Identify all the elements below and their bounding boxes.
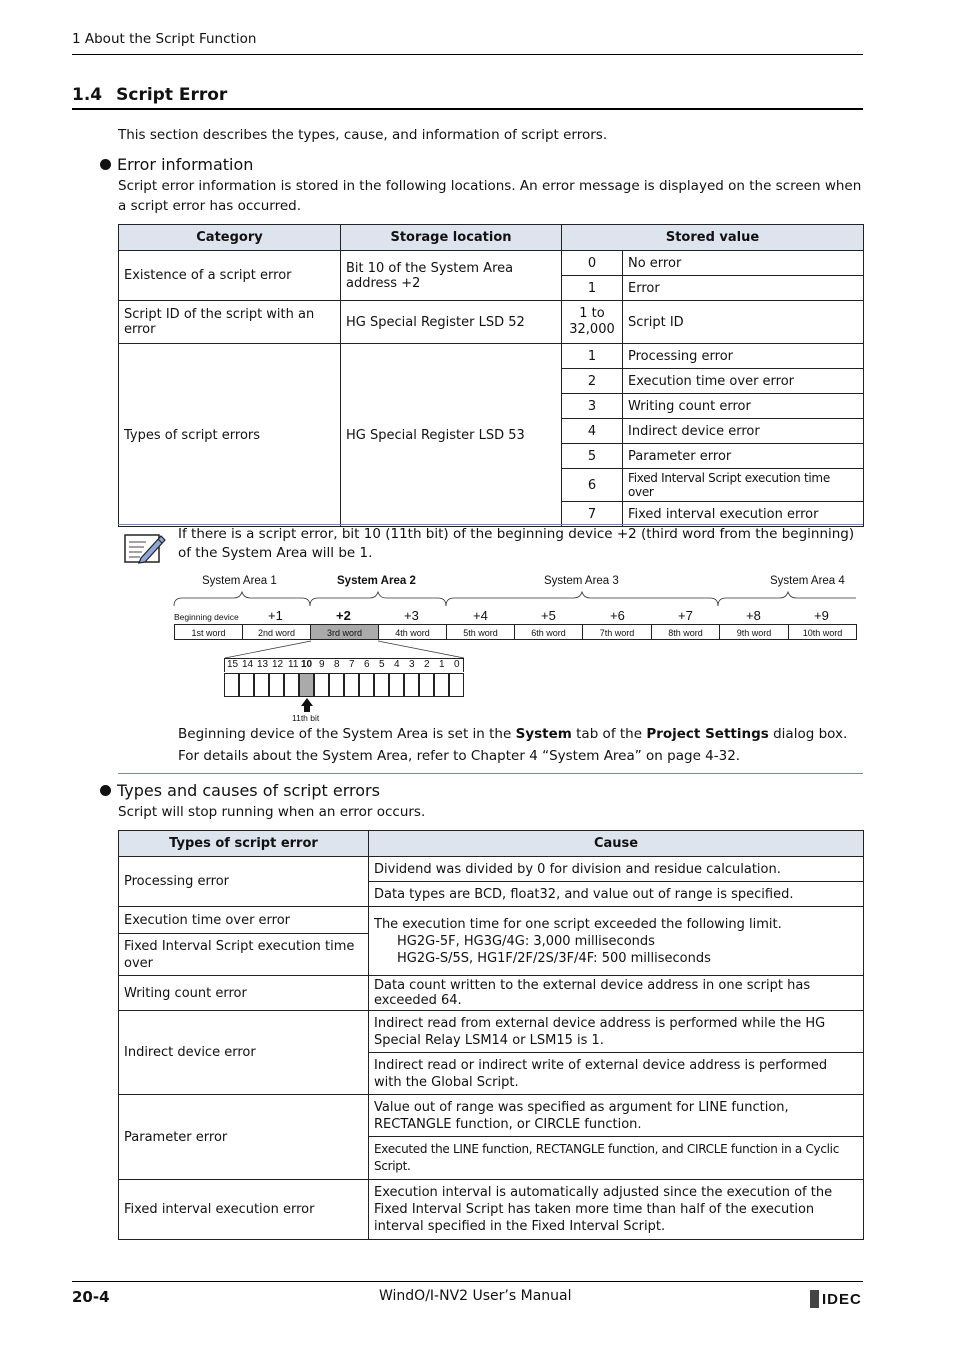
note-text-part: dialog box. (768, 726, 848, 742)
area-label: System Area 2 (337, 575, 416, 587)
bit-cell (314, 673, 329, 697)
error-info-heading (100, 155, 253, 174)
logo-mark-icon (810, 1290, 819, 1308)
section-title-text: Script Error (116, 85, 228, 105)
types-causes-heading (100, 781, 380, 800)
word-cell: 7th word (582, 624, 652, 640)
eleventh-bit-label: 11th bit (292, 713, 320, 723)
offset-label: +3 (404, 608, 419, 623)
area-label: System Area 4 (770, 575, 845, 587)
offset-label: +6 (610, 608, 625, 623)
value-meaning: Execution time over error (623, 369, 864, 394)
offset-label: +4 (473, 608, 488, 623)
word-cell: 10th word (788, 624, 857, 640)
bit-number: 14 (242, 659, 254, 670)
bit-cell (329, 673, 344, 697)
cause-line: HG2G-5F, HG3G/4G: 3,000 milliseconds (397, 933, 655, 949)
word-cell: 4th word (378, 624, 447, 640)
bullet-icon (100, 785, 111, 796)
cause-cell: Data types are BCD, float32, and value out of range is specified. (369, 882, 864, 907)
bit-cell (404, 673, 419, 697)
value-code: 5 (562, 444, 623, 469)
section-number: 1.4 (72, 85, 103, 105)
bit-number: 0 (454, 659, 460, 670)
note-text-part: tab of the (571, 726, 647, 742)
section-intro: This section describes the types, cause, and information of script errors. (118, 127, 608, 143)
area-label: System Area 3 (544, 575, 619, 587)
value-meaning: Writing count error (623, 394, 864, 419)
note-line-reference: For details about the System Area, refer to Chapter 4 “System Area” on page 4-32. (178, 748, 741, 764)
bit-number: 11 (288, 659, 299, 670)
bit-number: 13 (257, 659, 269, 670)
section-divider (72, 108, 863, 110)
col-header-type: Types of script error (119, 831, 369, 857)
cause-cell: Value out of range was specified as argument for LINE function, RECTANGLE function, or CIRCLE function. (369, 1095, 864, 1137)
cause-cell: Indirect read or indirect write of external device address is performed with the Global Script. (369, 1053, 864, 1095)
category-cell: Existence of a script error (119, 251, 341, 301)
offset-label: +2 (336, 608, 351, 623)
error-info-table (118, 224, 864, 527)
value-meaning: Fixed interval execution error (623, 502, 864, 527)
idec-logo (810, 1290, 862, 1308)
value-code: 1 to 32,000 (562, 301, 623, 344)
value-meaning: Fixed Interval Script execution time over (623, 469, 864, 502)
note-line-system-tab (178, 724, 847, 744)
note-bold-project-settings: Project Settings (646, 726, 769, 742)
cause-cell: Executed the LINE function, RECTANGLE function, and CIRCLE function in a Cyclic Script. (369, 1137, 864, 1180)
bit-number: 1 (439, 659, 445, 670)
note-pencil-icon (124, 530, 166, 564)
bit-cell-highlighted (299, 673, 314, 697)
bit-cell (344, 673, 359, 697)
type-cell: Fixed interval execution error (119, 1180, 369, 1240)
bit-cell (224, 673, 239, 697)
bit-number: 9 (319, 659, 325, 670)
offset-label: +8 (746, 608, 761, 623)
footer-divider (72, 1281, 863, 1282)
bit-cell (449, 673, 464, 697)
cause-cell: Dividend was divided by 0 for division and residue calculation. (369, 857, 864, 882)
offset-label: +5 (541, 608, 556, 623)
note-bold-system: System (515, 726, 572, 742)
value-code: 1 (562, 344, 623, 369)
word-cell: 2nd word (242, 624, 311, 640)
value-code: 0 (562, 251, 623, 276)
value-code: 4 (562, 419, 623, 444)
type-cell: Parameter error (119, 1095, 369, 1180)
bit-number: 7 (349, 659, 355, 670)
cause-cell: Indirect read from external device address is performed while the HG Special Relay LSM14 or LSM15 is 1. (369, 1011, 864, 1053)
category-cell: Types of script errors (119, 344, 341, 527)
value-code: 2 (562, 369, 623, 394)
cause-line: The execution time for one script exceeded the following limit. (374, 916, 782, 932)
bit-cell (269, 673, 284, 697)
error-info-title: Error information (117, 155, 254, 174)
bit-number: 6 (364, 659, 370, 670)
type-cell: Processing error (119, 857, 369, 907)
cause-cell: Data count written to the external device address in one script has exceeded 64. (369, 976, 864, 1011)
type-cell: Indirect device error (119, 1011, 369, 1095)
cause-cell: Execution interval is automatically adjusted since the execution of the Fixed Interval Script has taken more time than half of the execution interval specified in the Fixed Interval Script. (369, 1180, 864, 1240)
bit-cell (284, 673, 299, 697)
bit-number: 10 (301, 659, 313, 670)
location-cell: HG Special Register LSD 53 (341, 344, 562, 527)
value-meaning: Script ID (623, 301, 864, 344)
bit-cell (419, 673, 434, 697)
types-causes-description: Script will stop running when an error occurs. (118, 804, 426, 820)
bit-number: 8 (334, 659, 340, 670)
area-label: System Area 1 (202, 575, 277, 587)
bit-number: 4 (394, 659, 400, 670)
bit-cell (434, 673, 449, 697)
type-cell: Fixed Interval Script execution time over (119, 934, 369, 976)
value-meaning: Processing error (623, 344, 864, 369)
bit-number: 5 (379, 659, 385, 670)
bit-cell (374, 673, 389, 697)
manual-title: WindO/I-NV2 User’s Manual (379, 1288, 572, 1304)
cause-line: HG2G-S/5S, HG1F/2F/2S/3F/4F: 500 milliseconds (397, 950, 711, 966)
value-meaning: No error (623, 251, 864, 276)
value-code: 3 (562, 394, 623, 419)
logo-text: IDEC (822, 1290, 862, 1308)
bit-cell (359, 673, 374, 697)
col-header-stored-value: Stored value (562, 225, 864, 251)
col-header-category: Category (119, 225, 341, 251)
location-cell: HG Special Register LSD 52 (341, 301, 562, 344)
note-text-part: Beginning device of the System Area is set in the (178, 726, 516, 742)
value-meaning: Indirect device error (623, 419, 864, 444)
bit-number: 15 (227, 659, 239, 670)
word-cell: 1st word (174, 624, 243, 640)
beginning-device-label: Beginning device (174, 612, 239, 622)
offset-label: +9 (814, 608, 829, 623)
bullet-icon (100, 159, 111, 170)
location-cell: Bit 10 of the System Area address +2 (341, 251, 562, 301)
bit-cell (254, 673, 269, 697)
type-cell: Writing count error (119, 976, 369, 1011)
bit-number: 2 (424, 659, 430, 670)
value-code: 1 (562, 276, 623, 301)
header-divider (72, 54, 863, 55)
word-cell-highlighted: 3rd word (310, 624, 379, 640)
bit-cell (239, 673, 254, 697)
category-cell: Script ID of the script with an error (119, 301, 341, 344)
offset-label: +7 (678, 608, 693, 623)
cause-cell (369, 907, 864, 976)
bit-number: 12 (272, 659, 284, 670)
value-meaning: Parameter error (623, 444, 864, 469)
value-code: 6 (562, 469, 623, 502)
col-header-storage: Storage location (341, 225, 562, 251)
page-number: 20-4 (72, 1288, 110, 1306)
word-cell: 8th word (651, 624, 720, 640)
word-cell: 6th word (514, 624, 583, 640)
value-code: 7 (562, 502, 623, 527)
types-causes-title: Types and causes of script errors (117, 781, 380, 800)
error-info-description: Script error information is stored in the following locations. An error message is displayed on the screen when a script error has occurred. (118, 178, 862, 214)
col-header-cause: Cause (369, 831, 864, 857)
note-text: If there is a script error, bit 10 (11th bit) of the beginning device +2 (third word from the beginning) of the System Area will be 1. (178, 526, 855, 561)
offset-label: +1 (268, 608, 283, 623)
value-meaning: Error (623, 276, 864, 301)
bit-cell (389, 673, 404, 697)
types-causes-table (118, 830, 864, 1240)
type-cell: Execution time over error (119, 907, 369, 934)
bit-number: 3 (409, 659, 415, 670)
word-cell: 5th word (446, 624, 515, 640)
running-header: 1 About the Script Function (72, 31, 257, 47)
section-title (72, 85, 227, 105)
word-cell: 9th word (719, 624, 789, 640)
